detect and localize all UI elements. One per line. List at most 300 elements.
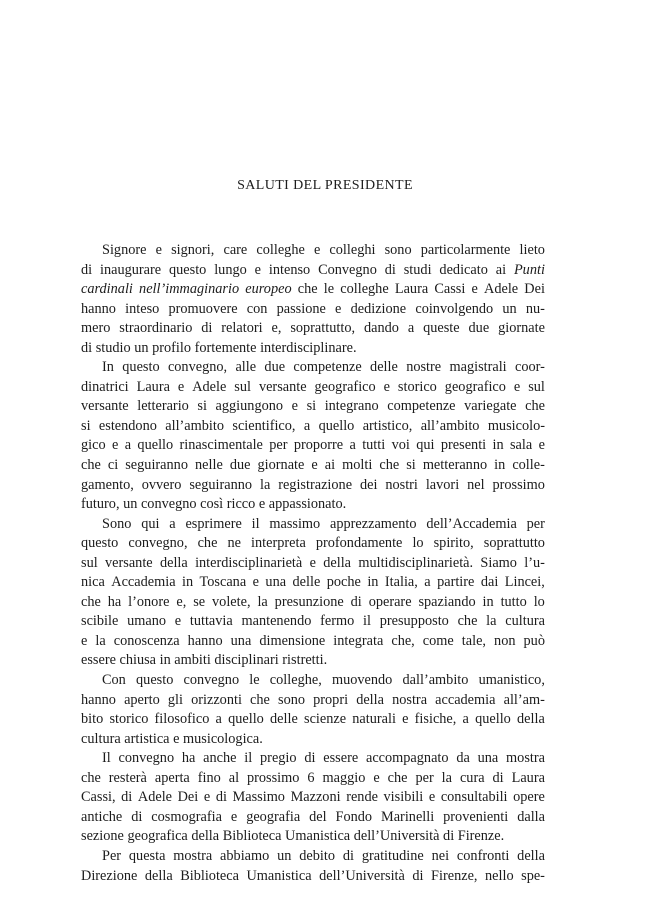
text-segment: dei (359, 476, 378, 493)
text-segment: variegate (464, 398, 517, 415)
text-segment: quello (137, 437, 174, 454)
text-segment: poche (326, 574, 361, 591)
text-segment: filosofico (154, 711, 210, 728)
text-segment: nell’immaginario (139, 281, 240, 298)
text-segment: un (277, 847, 292, 864)
text-segment: coinvolgendo (415, 300, 494, 317)
text-segment: di (131, 808, 143, 825)
text-segment: gico (81, 437, 106, 454)
text-segment: aggiungono (215, 398, 284, 415)
text-line (81, 417, 545, 437)
text-segment: Accademia (111, 574, 176, 591)
text-segment: Toscana (199, 574, 247, 591)
text-segment: Dei (524, 281, 545, 298)
text-segment: voi (391, 437, 410, 454)
text-segment: la (259, 476, 271, 493)
text-segment: e (428, 789, 436, 806)
text-segment: competenze (387, 398, 456, 415)
text-segment: questo (169, 261, 207, 278)
text-segment: Fondo (335, 808, 373, 825)
text-segment: presupposto (379, 613, 449, 630)
text-segment: tale, (461, 632, 487, 649)
text-segment: nel (467, 476, 485, 493)
text-line (81, 515, 545, 535)
text-segment: e (252, 574, 259, 591)
text-line (81, 710, 545, 730)
text-segment: integrano (324, 398, 379, 415)
text-line (81, 319, 545, 339)
text-segment: della (517, 711, 545, 728)
text-segment: e (335, 300, 342, 317)
text-segment: essere (323, 750, 359, 767)
text-segment: abbiamo (220, 847, 270, 864)
text-segment: Convegno (318, 261, 377, 278)
text-segment: ha (107, 593, 122, 610)
text-segment: visibili (383, 789, 424, 806)
text-segment: questo (122, 359, 160, 376)
text-segment: pregio (260, 750, 297, 767)
text-segment: cultura (505, 613, 545, 630)
text-segment: del (309, 808, 327, 825)
text-segment: della (356, 691, 384, 708)
text-segment: il (363, 613, 371, 630)
text-segment: sala (509, 437, 533, 454)
text-segment: in (482, 593, 494, 610)
text-segment: nu- (525, 300, 545, 317)
text-segment: di (304, 750, 316, 767)
text-segment: inaugurare (100, 261, 162, 278)
text-segment: con (246, 300, 268, 317)
text-segment: all’am- (503, 691, 545, 708)
text-segment: ai (495, 261, 507, 278)
text-segment: e (254, 261, 262, 278)
text-segment: prossimo (247, 769, 300, 786)
text-segment: delle (270, 711, 298, 728)
text-segment: inteso (125, 300, 160, 317)
body-text (81, 241, 545, 886)
text-line (81, 612, 545, 632)
text-segment: rende (346, 789, 378, 806)
text-segment: aperto (124, 691, 160, 708)
text-segment: Mazzoni (290, 789, 341, 806)
text-segment: care (223, 242, 248, 258)
text-line (81, 261, 545, 281)
text-line (81, 651, 545, 671)
text-segment: una (230, 632, 252, 649)
text-segment: letterario (137, 398, 189, 415)
text-segment: dell’Università (319, 867, 405, 884)
text-segment: l’u- (524, 554, 545, 571)
text-segment: della (144, 867, 173, 884)
text-segment: nostre (406, 359, 442, 376)
text-segment: che (379, 457, 400, 474)
text-segment: di (350, 593, 362, 610)
text-segment: cura (459, 769, 485, 786)
text-segment: Il (102, 750, 111, 767)
text-segment: versante (258, 378, 307, 395)
text-segment: Lincei, (504, 574, 545, 591)
text-segment: colleghe, (269, 672, 322, 689)
text-segment: gamento, (81, 476, 134, 493)
text-segment: Laura (511, 769, 545, 786)
text-segment: e (383, 378, 390, 395)
text-line (81, 827, 545, 847)
text-segment: questo (136, 672, 174, 689)
text-segment: fino (197, 769, 221, 786)
text-segment: anche (203, 750, 237, 767)
text-segment: della (517, 847, 545, 864)
text-segment: essere chiusa in ambiti disciplinari ristretti. (81, 652, 328, 669)
text-segment: e (155, 242, 162, 258)
text-segment: hanno (81, 691, 116, 708)
text-segment: scienze (304, 711, 347, 728)
text-line (81, 476, 545, 496)
text-segment: scibile (81, 613, 119, 630)
text-segment: che (81, 457, 101, 474)
text-segment: quello (318, 417, 355, 434)
text-segment: signori, (171, 242, 215, 258)
text-segment: tutto (500, 593, 527, 610)
text-segment: apprezzamento (330, 515, 417, 532)
text-segment: operare (368, 593, 412, 610)
text-segment: in (494, 457, 506, 474)
text-segment: mero (81, 320, 111, 337)
text-segment: si (306, 398, 317, 415)
text-segment: alle (235, 359, 257, 376)
text-segment: e (111, 437, 119, 454)
text-segment: Italia, (384, 574, 418, 591)
text-segment: nostri (385, 476, 418, 493)
text-segment: conoscenza (113, 632, 180, 649)
text-segment: consultabili (440, 789, 508, 806)
text-segment: relatori (221, 320, 263, 337)
text-segment: giornate (257, 457, 305, 474)
text-segment: di (342, 847, 354, 864)
text-segment: la (257, 593, 268, 610)
text-segment: le (249, 672, 260, 689)
text-segment: molti (342, 457, 373, 474)
text-segment: Dei (177, 789, 199, 806)
text-segment: Sono (102, 515, 132, 532)
text-line (81, 867, 545, 887)
text-segment: confronti (456, 847, 510, 864)
text-segment: non (494, 632, 516, 649)
text-segment: orizzonti (191, 691, 242, 708)
text-segment: integrata (333, 632, 384, 649)
text-segment: Cassi, (81, 789, 116, 806)
text-segment: europeo (245, 281, 292, 298)
text-segment: Punti (513, 261, 545, 278)
text-segment: metteranno (422, 457, 488, 474)
text-segment: Adele (192, 378, 227, 395)
text-segment: intenso (268, 261, 311, 278)
text-segment: colleghi (329, 242, 376, 258)
text-segment: che, (391, 632, 415, 649)
text-segment: a (349, 437, 356, 454)
text-segment: per (526, 515, 545, 532)
text-segment: accademia (435, 691, 496, 708)
text-segment: due (264, 359, 286, 376)
text-segment: volete, (212, 593, 251, 610)
text-segment: all’ambito (165, 417, 225, 434)
text-line (81, 788, 545, 808)
text-segment: spaziando (418, 593, 476, 610)
text-segment: nello (485, 867, 514, 884)
text-segment: della (323, 554, 352, 571)
text-segment: giornate (498, 320, 545, 337)
text-segment: sono (278, 691, 306, 708)
text-line (81, 769, 545, 789)
text-segment: e (402, 711, 409, 728)
text-segment: passione (276, 300, 326, 317)
text-segment: di (121, 789, 133, 806)
text-line (81, 495, 545, 515)
text-segment: una (265, 574, 287, 591)
text-segment: Con (102, 672, 126, 689)
text-segment: di (492, 769, 504, 786)
text-segment: resterà (108, 769, 147, 786)
text-segment: geografico (314, 378, 376, 395)
text-segment: sul (528, 378, 545, 395)
text-line (81, 397, 545, 417)
text-line (81, 378, 545, 398)
text-segment: della (159, 554, 188, 571)
text-segment: Adele (484, 281, 519, 298)
text-segment: registrazione (278, 476, 353, 493)
text-segment: futuro, un convegno così ricco e appassionato. (81, 496, 347, 513)
text-line (81, 671, 545, 691)
text-segment: antiche (81, 808, 123, 825)
text-segment: convegno (118, 750, 175, 767)
text-segment: In (102, 359, 114, 376)
text-segment: a (124, 437, 132, 454)
text-segment: due (229, 457, 251, 474)
text-line (81, 280, 545, 300)
text-segment: dinatrici (81, 378, 129, 395)
text-segment: di studio un profilo fortemente interdisciplinare. (81, 339, 357, 356)
text-segment: in (181, 574, 194, 591)
text-line (81, 808, 545, 828)
text-line (81, 456, 545, 476)
text-segment: il (244, 750, 253, 767)
text-segment: e (471, 281, 478, 298)
text-segment: tuttavia (189, 613, 233, 630)
text-segment: versante (105, 554, 153, 571)
text-segment: spirito, (433, 535, 474, 552)
text-segment: Massimo (232, 789, 285, 806)
text-segment: queste (423, 320, 460, 337)
text-segment: si (197, 398, 207, 415)
text-segment: e (174, 613, 182, 630)
text-segment: lungo (214, 261, 247, 278)
text-segment: artistico, (362, 417, 413, 434)
text-line (81, 554, 545, 574)
text-segment: e (177, 378, 185, 395)
text-segment: di (201, 320, 213, 337)
text-segment: maggio (322, 769, 366, 786)
text-segment: seguiranno (189, 476, 253, 493)
text-segment: che (457, 613, 478, 630)
text-segment: si (406, 457, 416, 474)
text-segment: Direzione (81, 867, 138, 884)
text-segment: mostra (506, 750, 545, 767)
text-segment: che (81, 593, 101, 610)
text-segment: fermo (320, 613, 355, 630)
text-segment: e (313, 242, 321, 258)
text-segment: bito (81, 711, 104, 728)
text-segment: tutti (362, 437, 386, 454)
text-segment: Laura (136, 378, 170, 395)
text-segment: Signore (102, 242, 147, 258)
text-segment: ha (181, 750, 196, 767)
text-segment: Adele (137, 789, 173, 806)
text-line (81, 847, 545, 867)
text-segment: questa (128, 847, 166, 864)
text-segment: gli (167, 691, 183, 708)
text-segment: gratitudine (361, 847, 424, 864)
text-segment: umanistico, (478, 672, 545, 689)
text-segment: colle- (512, 457, 545, 474)
text-segment: Cassi (434, 281, 466, 298)
text-segment: soprattutto, (290, 320, 356, 337)
text-segment: coor- (515, 359, 545, 376)
text-segment: naturali (352, 711, 396, 728)
text-segment: nostra (392, 691, 428, 708)
text-segment: hanno (187, 632, 223, 649)
text-segment: dimensione (259, 632, 326, 649)
text-segment: a (215, 711, 222, 728)
text-segment: dedicato (439, 261, 488, 278)
text-segment: massimo (269, 515, 321, 532)
text-segment: a (303, 417, 311, 434)
text-segment: convegno, (167, 359, 228, 376)
text-segment: interpreta (251, 535, 306, 552)
text-segment: sul (81, 554, 98, 571)
text-segment: Laura (394, 281, 429, 298)
text-segment: muovendo (331, 672, 393, 689)
text-segment: esprimere (185, 515, 242, 532)
text-segment: due (468, 320, 490, 337)
text-segment: ne (227, 535, 241, 552)
text-segment: propri (313, 691, 349, 708)
text-segment: fisiche, (414, 711, 457, 728)
text-line (81, 300, 545, 320)
text-segment: cardinali (81, 281, 133, 298)
text-segment: cultura artistica e musicologica. (81, 730, 263, 747)
text-segment: lo (533, 593, 545, 610)
text-segment: dando (363, 320, 399, 337)
text-line (81, 632, 545, 652)
text-segment: le (323, 281, 335, 298)
text-segment: se (193, 593, 206, 610)
text-segment: presunzione (274, 593, 344, 610)
text-segment: musicolo- (487, 417, 545, 434)
text-segment: promuovere (168, 300, 238, 317)
text-segment: delle (292, 574, 321, 591)
text-segment: hanno (81, 300, 116, 317)
text-segment: profondamente (315, 535, 403, 552)
text-segment: l’onore (128, 593, 170, 610)
text-segment: ovvero (141, 476, 182, 493)
text-segment: estendono (98, 417, 157, 434)
text-segment: multidisciplinarietà. (358, 554, 474, 571)
text-segment: rinascimentale (179, 437, 263, 454)
text-segment: accompagnato (365, 750, 449, 767)
text-segment: versante (81, 398, 129, 415)
text-line (81, 339, 545, 359)
text-segment: una (477, 750, 499, 767)
text-segment: e (311, 457, 318, 474)
text-segment: e, (271, 320, 282, 337)
text-segment: lavori (425, 476, 460, 493)
text-segment: dedizione (350, 300, 407, 317)
text-segment: storico (397, 378, 437, 395)
text-segment: nelle (195, 457, 223, 474)
text-segment: e (309, 554, 316, 571)
text-segment: opere (513, 789, 545, 806)
text-segment: geografico (444, 378, 506, 395)
text-segment: che (81, 769, 101, 786)
text-segment: dell’Accademia (426, 515, 517, 532)
text-segment: geografia (246, 808, 301, 825)
text-segment: che (197, 535, 218, 552)
text-segment: che (250, 691, 270, 708)
text-segment: lieto (519, 242, 545, 258)
text-segment: a (407, 320, 415, 337)
text-segment: per (269, 437, 288, 454)
text-line (81, 749, 545, 769)
text-line (81, 691, 545, 711)
text-segment: interdisciplinarietà (195, 554, 303, 571)
text-segment: che (387, 769, 408, 786)
text-segment: Per (102, 847, 122, 864)
text-segment: studi (403, 261, 432, 278)
text-segment: e, (176, 593, 187, 610)
text-segment: la (95, 632, 106, 649)
text-segment: partire (437, 574, 475, 591)
text-segment: spe- (521, 867, 545, 884)
text-segment: e (81, 632, 88, 649)
text-segment: si (81, 417, 91, 434)
text-segment: che (297, 281, 318, 298)
text-segment: sono (384, 242, 412, 258)
text-segment: in (367, 574, 379, 591)
text-segment: proporre (293, 437, 344, 454)
text-segment: magistrali (449, 359, 507, 376)
text-segment: e (230, 808, 238, 825)
text-segment: scientifico, (232, 417, 296, 434)
text-segment: storico (109, 711, 149, 728)
text-segment: soprattutto (483, 535, 545, 552)
text-segment: quello (228, 711, 264, 728)
text-segment: sul (234, 378, 251, 395)
text-line (81, 241, 545, 261)
text-line (81, 593, 545, 613)
text-segment: dalla (517, 808, 545, 825)
text-segment: di (81, 261, 93, 278)
text-segment: può (523, 632, 545, 649)
text-segment: nei (431, 847, 450, 864)
text-segment: ci (107, 457, 119, 474)
text-segment: che (525, 398, 545, 415)
text-segment: 6 (307, 769, 315, 786)
text-segment: competenze (293, 359, 362, 376)
text-segment: cosmografia (151, 808, 222, 825)
text-segment: delle (370, 359, 398, 376)
text-segment: presenti (440, 437, 487, 454)
text-segment: il (251, 515, 260, 532)
text-segment: seguiranno (125, 457, 188, 474)
